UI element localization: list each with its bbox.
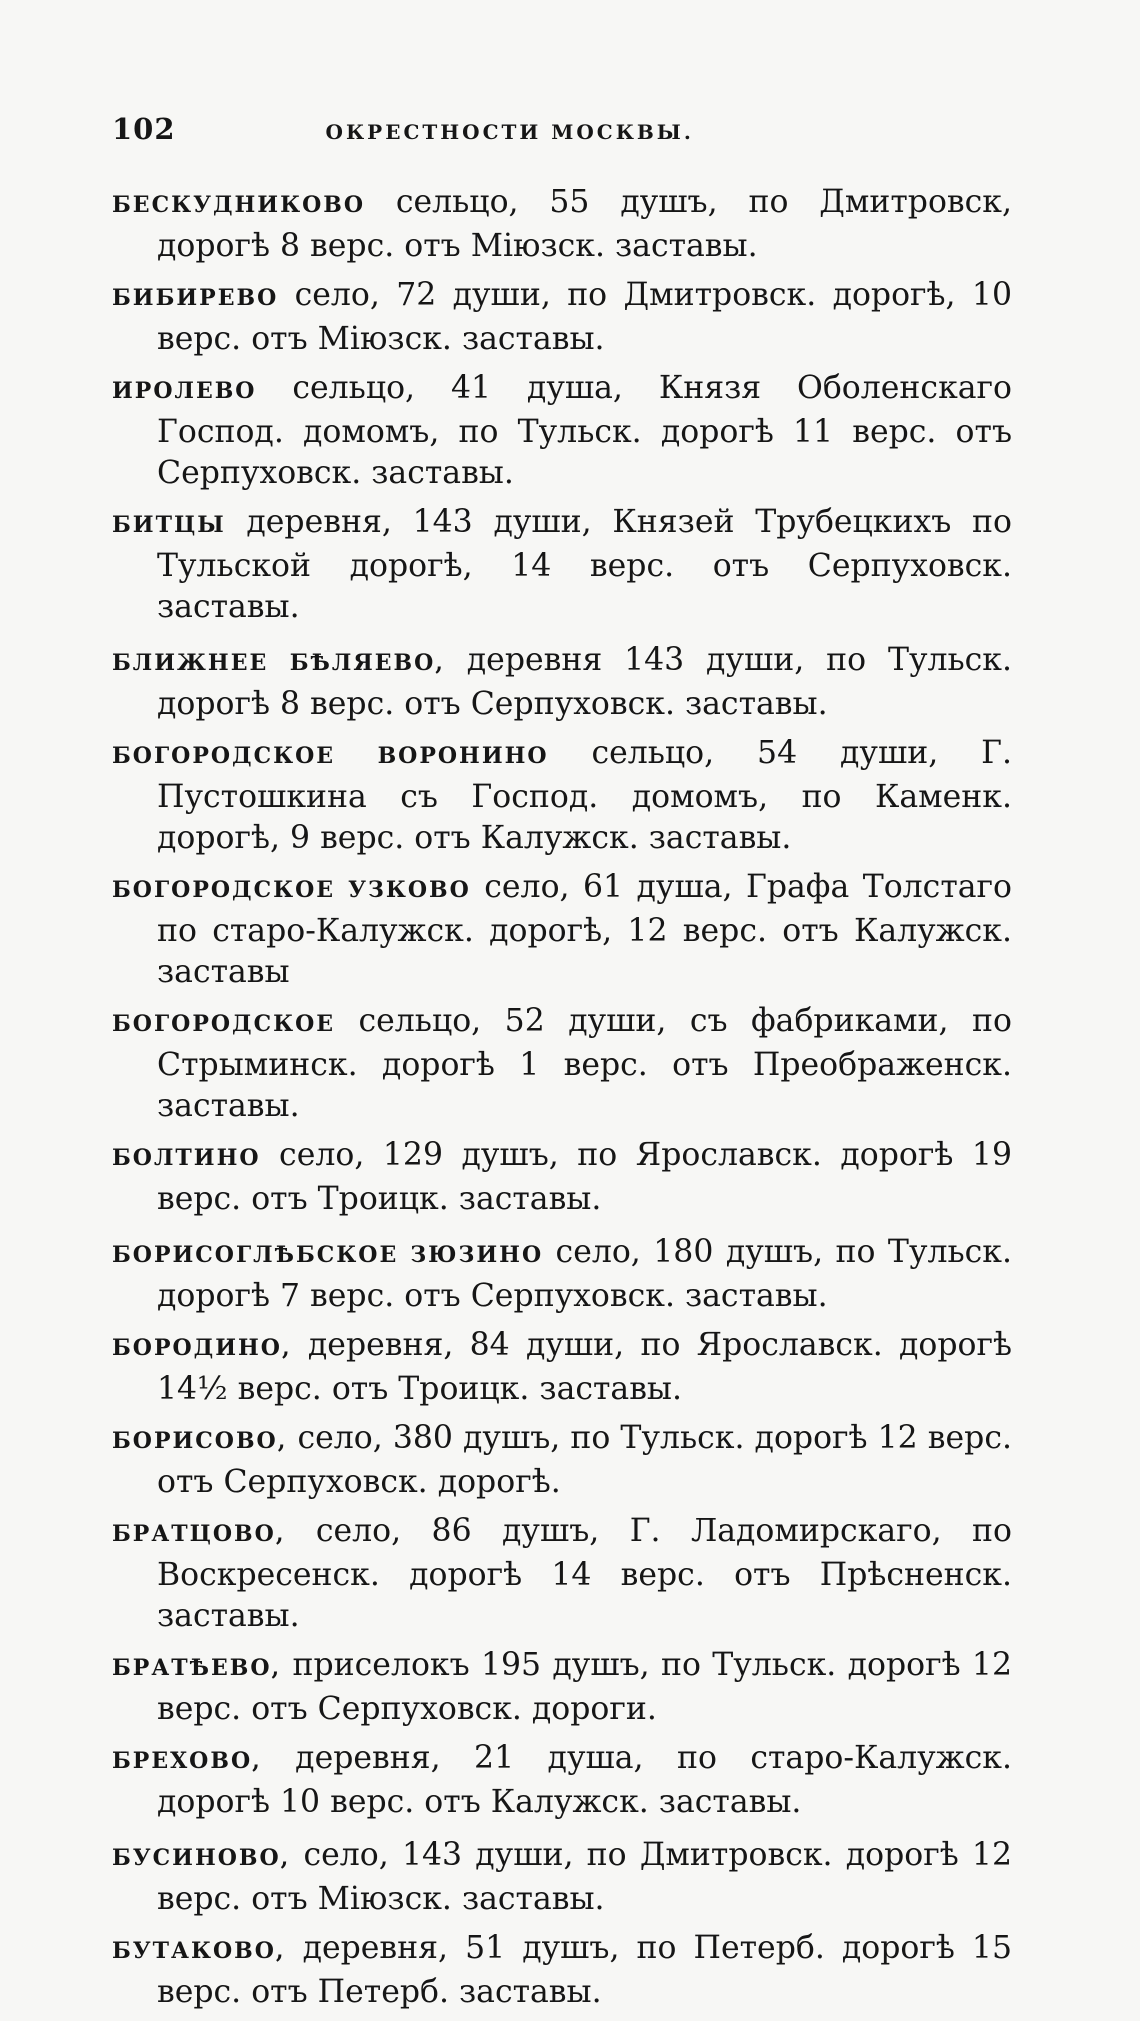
entry-brateevo [112,1645,1012,1730]
entry-borodino [112,1325,1012,1410]
entry-headword: БОГОРОДСКОЕ [112,1011,336,1037]
entry-text: приселокъ 195 душъ, по Тульск. дорогѣ 12 верс. отъ Серпуховск. дороги. [157,1647,1012,1727]
entry-headword: БОГОРОДСКОЕ ВОРОНИНО [112,743,549,769]
entry-headword: БРЕХОВО, [112,1748,262,1774]
entry-bittsy [112,502,1012,628]
entry-headword: БОЛТИНО [112,1145,261,1171]
entry-beskudnikovo [112,182,1012,267]
entry-headword: БЛИЖНЕЕ БѢЛЯЕВО, [112,650,445,676]
entry-text: деревня, 143 души, Князей Трубецкихъ по Тульской дорогѣ, 14 верс. отъ Серпуховск. заставы. [157,504,1012,625]
page-header [112,112,752,152]
entry-irolevo [112,368,1012,494]
entry-headword: БОГОРОДСКОЕ УЗКОВО [112,877,471,903]
entry-borisovo [112,1418,1012,1503]
entry-headword: БОРИСОГЛѢБСКОЕ ЗЮЗИНО [112,1242,544,1268]
entry-bogorodskoe-voronino [112,733,1012,859]
entry-businovo [112,1835,1012,1920]
entry-text: село, 129 душъ, по Ярославск. дорогѣ 19 верс. отъ Троицк. заставы. [157,1137,1012,1217]
entry-headword: БОРИСОВО, [112,1428,288,1454]
entry-text: деревня, 51 душъ, по Петерб. дорогѣ 15 верс. отъ Петерб. заставы. [157,1930,1012,2010]
entry-text: сельцо, 55 душъ, по Дмитровск, дорогѣ 8 верс. отъ Міюзск. заставы. [157,184,1012,264]
entry-headword: БОРОДИНО, [112,1335,292,1361]
entry-text: село, 180 душъ, по Тульск. дорогѣ 7 верс. отъ Серпуховск. заставы. [157,1234,1012,1314]
entry-text: село, 380 душъ, по Тульск. дорогѣ 12 верс. отъ Серпуховск. дорогѣ. [157,1420,1012,1500]
entry-text: село, 86 душъ, Г. Ладомирскаго, по Воскресенск. дорогѣ 14 верс. отъ Прѣсненск. заставы. [157,1513,1012,1634]
entry-text: деревня, 84 души, по Ярославск. дорогѣ 14½ верс. отъ Троицк. заставы. [157,1327,1012,1407]
entry-bogorodskoe-uzkovo [112,867,1012,993]
entry-borisoglebskoe-zyuzino [112,1232,1012,1317]
entry-headword: ИРОЛЕВО [112,378,257,404]
entry-headword: БУСИНОВО, [112,1845,291,1871]
page-number: 102 [112,112,176,146]
entry-blizhnee-belyaevo [112,640,1012,725]
entry-text: село, 143 души, по Дмитровск. дорогѣ 12 верс. отъ Міюзск. заставы. [157,1837,1012,1917]
entry-brattsovo [112,1511,1012,1637]
entry-bibirevo [112,275,1012,360]
entry-headword: БРАТЦОВО, [112,1521,286,1547]
entry-brekhovo [112,1738,1012,1823]
entry-text: сельцо, 41 душа, Князя Оболенскаго Господ. домомъ, по Тульск. дорогѣ 11 верс. отъ Серпуховск. заставы. [157,370,1012,491]
entry-boltino [112,1135,1012,1220]
entry-text: сельцо, 54 души, Г. Пустошкина съ Господ. домомъ, по Каменк. дорогѣ, 9 верс. отъ Калужск. заставы. [157,735,1013,856]
running-title: ОКРЕСТНОСТИ МОСКВЫ. [325,120,694,144]
entry-headword: БИТЦЫ [112,512,226,538]
entry-text: село, 61 душа, Графа Толстаго по старо-Калужск. дорогѣ, 12 верс. отъ Калужск. заставы [157,869,1013,990]
entry-text: село, 72 души, по Дмитровск. дорогѣ, 10 верс. отъ Міюзск. заставы. [157,277,1012,357]
entry-headword: БЕСКУДНИКОВО [112,192,366,218]
entry-butakovo [112,1928,1012,2013]
entry-headword: БУТАКОВО, [112,1938,286,1964]
entry-headword: БИБИРЕВО [112,285,279,311]
entry-headword: БРАТѢЕВО, [112,1655,282,1681]
gazetteer-entries [112,182,1012,2021]
entry-text: деревня 143 души, по Тульск. дорогѣ 8 верс. отъ Серпуховск. заставы. [157,642,1012,722]
entry-text: сельцо, 52 души, съ фабриками, по Стрыминск. дорогѣ 1 верс. отъ Преображенск. заставы. [157,1003,1012,1124]
entry-bogorodskoe [112,1001,1012,1127]
entry-text: деревня, 21 душа, по старо-Калужск. дорогѣ 10 верс. отъ Калужск. заставы. [157,1740,1012,1820]
